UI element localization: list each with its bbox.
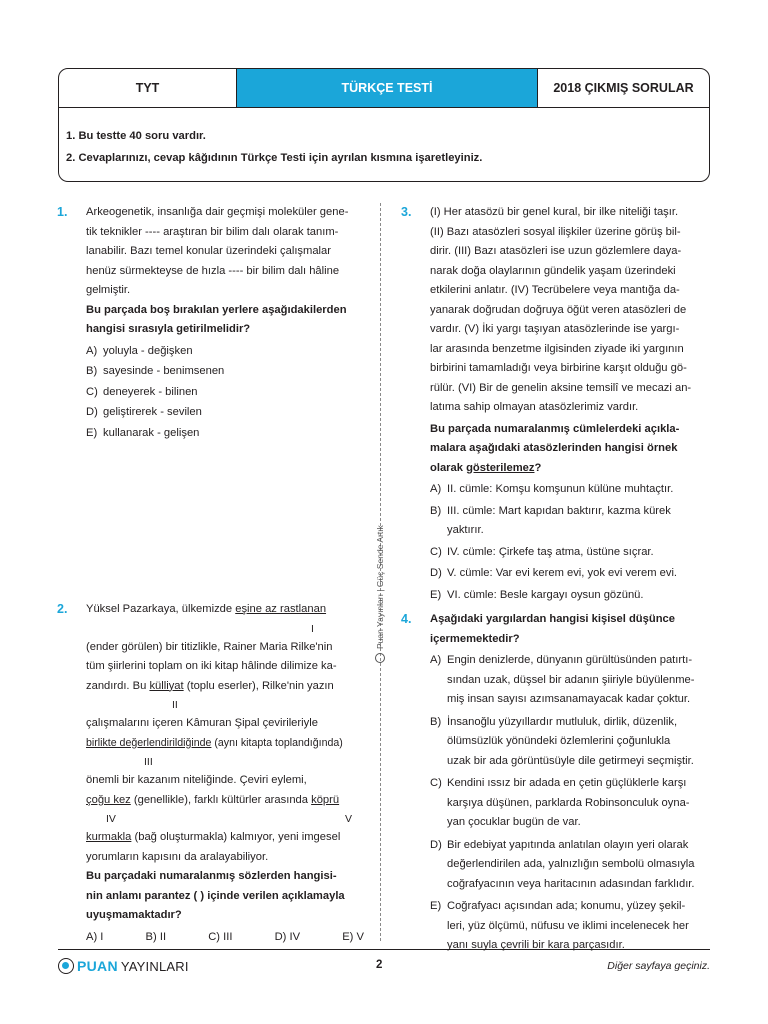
passage-text: (genellikle), farklı kültürler arasında — [130, 793, 312, 806]
underlined-phrase-5b: kurmakla — [86, 831, 132, 843]
option-text: değerlendirilen ada, yalnızlığın sembolü olmasıyla — [447, 858, 695, 870]
option-letter: A) — [430, 654, 442, 666]
option-c[interactable] — [430, 543, 712, 563]
passage-line: (ender görülen) bir titizlikle, Rainer Maria Rilke'nin — [86, 640, 333, 653]
passage-line: henüz sürmekteyse de hızla ---- bir bilim dalı hâline — [86, 264, 340, 277]
stem-text: ? — [534, 461, 542, 474]
option-text: kullanarak - gelişen — [103, 426, 200, 439]
passage-line: (I) Her atasözü bir genel kural, bir ilke niteliği taşır. — [430, 206, 679, 218]
option-b[interactable]: B) II — [145, 930, 167, 943]
roman-numeral-2: II — [172, 699, 178, 711]
option-letter: D) — [430, 838, 442, 851]
test-header — [58, 68, 710, 108]
publisher-mini-logo-icon — [375, 653, 385, 663]
option-text: VI. cümle: Besle kargayı oysun gözünü. — [447, 588, 644, 601]
option-d[interactable] — [430, 564, 712, 584]
underlined-phrase-4: çoğu kez — [86, 793, 131, 806]
passage-line: Arkeogenetik, insanlığa dair geçmişi moleküler gene- — [86, 206, 349, 218]
option-c[interactable] — [430, 774, 712, 833]
instruction-2: 2. Cevaplarınızı, cevap kâğıdının Türkçe Testi için ayrılan kısmına işaretleyiniz. — [66, 152, 483, 164]
question-stem: malara aşağıdaki atasözlerinden hangisi örnek — [430, 442, 678, 454]
passage-line: tik teknikler ---- araştıran bir bilim dalı olarak tanım- — [86, 225, 339, 238]
option-letter: D) — [86, 406, 98, 418]
roman-numeral-1: I — [311, 622, 314, 635]
passage-line: lanabilir. Bazı temel konular üzerindeki çalışmalar — [86, 245, 331, 257]
option-text: sayesinde - benimsenen — [103, 365, 225, 377]
option-letter: A) — [430, 483, 442, 495]
passage-line: latıma sahip olmayan atasözlerimiz vardır. — [430, 401, 639, 413]
option-text: yan çocuklar bugün de var. — [447, 816, 581, 828]
question-stem: Bu parçadaki numaralanmış sözlerden hangisi- — [86, 870, 337, 882]
passage-line: vardır. (V) İki yargı taşıyan atasözlerinde ise yargı- — [430, 323, 680, 335]
question-2 — [57, 600, 368, 947]
question-stem: hangisi sırasıyla getirilmelidir? — [86, 323, 251, 335]
option-a[interactable] — [430, 651, 712, 710]
footer-rule — [58, 949, 710, 950]
option-text: IV. cümle: Çirkefe taş atma, üstüne sıçrar. — [447, 545, 654, 558]
roman-numeral-4: IV — [106, 813, 116, 825]
page-number: 2 — [376, 959, 383, 971]
option-e[interactable] — [430, 897, 712, 956]
publisher-side-text — [374, 493, 386, 663]
roman-marker-row — [86, 810, 368, 828]
passage-text: zandırdı. Bu — [86, 679, 150, 692]
option-letter: E) — [86, 426, 98, 439]
exam-type-label: TYT — [59, 69, 237, 107]
option-a[interactable] — [430, 480, 712, 500]
option-letter: C) — [86, 385, 98, 398]
negative-keyword: gösterilemez — [466, 461, 535, 474]
question-stem: uyuşmamaktadır? — [86, 909, 182, 921]
underlined-phrase-2: külliyat — [149, 679, 184, 692]
roman-numeral-5: V — [345, 813, 353, 825]
question-number: 4. — [401, 612, 412, 626]
option-c[interactable]: C) III — [208, 930, 233, 943]
option-c[interactable] — [86, 383, 366, 404]
option-letter: C) — [430, 545, 442, 558]
option-letter: E) — [430, 900, 442, 912]
option-text: uzak bir ada görüntüsüyle dile getirmeyi seçmiştir. — [447, 754, 694, 767]
roman-numeral-3: III — [144, 756, 153, 768]
option-text: Coğrafyacı açısından ada; konumu, yüzey şekil- — [447, 900, 686, 912]
brand-rest: YAYINLARI — [120, 958, 189, 974]
option-text: II. cümle: Komşu komşunun külüne muhtaçtır. — [447, 483, 674, 495]
options-row — [86, 928, 364, 948]
option-text: yanı suyla çevrili bir kara parçasıdır. — [447, 939, 625, 951]
passage-line: dirir. (III) Bazı atasözleri ise uzun gözlemlere daya- — [430, 245, 682, 257]
passage-line: (II) Bazı atasözleri sosyal ilişkiler üzerine görüş bil- — [430, 225, 681, 238]
option-text: ölümsüzlük yönündeki özlemlerini çoğunlukla — [447, 735, 671, 747]
option-text: V. cümle: Var evi kerem evi, yok evi verem evi. — [447, 567, 678, 579]
brand-bold: PUAN — [77, 958, 118, 974]
option-letter: B) — [86, 365, 98, 377]
option-text: sından uzak, düşsel bir adanın şiiriyle büyülenme- — [447, 673, 695, 686]
passage-line — [86, 600, 368, 620]
question-4 — [401, 610, 712, 956]
passage-line: önemli bir kazanım niteliğinde. Çeviri eylemi, — [86, 774, 307, 786]
option-text: deneyerek - bilinen — [103, 385, 198, 398]
passage-line: tüm şiirlerini toplam on iki kitap hâlinde dilimize ka- — [86, 660, 337, 672]
passage-line: çalışmalarını içeren Kâmuran Şipal çevirileriyle — [86, 717, 318, 729]
option-text: coğrafyacının veya haritacının adasından farklıdır. — [447, 877, 695, 890]
side-text-label: Puan Yayınları | Güç Sende Artık — [375, 525, 385, 649]
passage-line — [86, 828, 368, 848]
question-1 — [57, 203, 366, 444]
option-e[interactable] — [86, 424, 366, 445]
option-b[interactable] — [86, 362, 366, 383]
option-text: karşıya düşünen, parklarda Robinsonculuk oyna- — [447, 796, 690, 809]
option-b[interactable] — [430, 502, 712, 541]
next-page-note: Diğer sayfaya geçiniz. — [607, 960, 710, 972]
option-letter: D) — [430, 567, 442, 579]
question-stem: Aşağıdaki yargılardan hangisi kişisel düşünce — [430, 613, 675, 625]
passage-text: (toplu eserler), Rilke'nin yazın — [183, 679, 334, 692]
option-d[interactable] — [430, 836, 712, 895]
question-3 — [401, 203, 712, 605]
stem-text: olarak — [430, 461, 467, 474]
option-d[interactable]: D) IV — [274, 930, 301, 943]
question-stem: Bu parçada numaralanmış cümlelerdeki açıkla- — [430, 422, 680, 435]
passage-line — [86, 791, 368, 811]
option-text: İnsanoğlu yüzyıllardır mutluluk, dirlik, düzenlik, — [447, 715, 678, 728]
option-text: leri, yüz ölçümü, nüfusu ve iklimi incelenecek her — [447, 919, 689, 932]
roman-marker-row — [86, 620, 368, 638]
passage-line: yorumların kapısını da aralayabiliyor. — [86, 850, 269, 863]
option-letter: A) — [86, 344, 98, 357]
question-number: 3. — [401, 205, 412, 219]
option-text: yaktırır. — [447, 524, 484, 536]
question-stem: içermemektedir? — [430, 632, 520, 645]
option-letter: C) — [430, 777, 442, 789]
option-text: miş insan sayısı azımsanamayacak kadar çoktur. — [447, 693, 691, 705]
test-title: TÜRKÇE TESTİ — [237, 69, 537, 107]
question-number: 1. — [57, 205, 68, 219]
option-text: Kendini ıssız bir adada en çetin güçlüklerle karşı — [447, 777, 687, 789]
option-text: III. cümle: Mart kapıdan baktırır, kazma kürek — [447, 504, 671, 517]
passage-text: Yüksel Pazarkaya, ülkemizde — [86, 603, 236, 615]
passage-line: yanarak doğrudan doğruya öğüt veren atasözleri de — [430, 303, 687, 316]
option-letter: B) — [430, 504, 442, 517]
option-d[interactable] — [86, 403, 366, 424]
underlined-phrase-5: köprü — [311, 793, 340, 806]
publisher-logo-icon — [58, 958, 74, 974]
passage-text: (aynı kitapta toplandığında) — [211, 736, 343, 749]
option-text: geliştirerek - sevilen — [103, 406, 202, 418]
passage-line: etkilerini anlatır. (IV) Tecrübelere veya mantığa da- — [430, 284, 680, 296]
passage-line — [86, 734, 368, 754]
instruction-1: 1. Bu testte 40 soru vardır. — [66, 130, 206, 142]
option-b[interactable] — [430, 713, 712, 772]
option-a[interactable]: A) I — [86, 930, 104, 943]
passage-line: narak doğa olaylarının gündelik yaşam üzerindeki — [430, 264, 676, 277]
option-letter: B) — [430, 715, 442, 728]
underlined-phrase-1: eşine az rastlanan — [235, 603, 327, 615]
option-text: Engin denizlerde, dünyanın gürültüsünden patırtı- — [447, 654, 693, 666]
passage-text: (bağ oluşturmakla) kalmıyor, yeni imgesel — [131, 831, 341, 843]
roman-marker-row — [86, 753, 368, 771]
question-stem: nin anlamı parantez ( ) içinde verilen açıklamayla — [86, 889, 345, 902]
passage-line — [86, 677, 368, 697]
question-stem: Bu parçada boş bırakılan yerlere aşağıdakilerden — [86, 303, 347, 316]
option-text: Bir edebiyat yapıtında anlatılan olayın yeri olarak — [447, 838, 689, 851]
underlined-phrase-3: birlikte değerlendirildiğinde — [86, 736, 212, 749]
option-e[interactable] — [430, 586, 712, 606]
option-a[interactable] — [86, 342, 366, 363]
roman-marker-row — [86, 696, 368, 714]
past-questions-label: 2018 ÇIKMIŞ SORULAR — [537, 69, 709, 107]
question-number: 2. — [57, 602, 68, 616]
passage-line: lar arasında benzetme ilgisinden ziyade iki yargının — [430, 342, 684, 355]
passage-line: rülür. (VI) Bir de genelin aksine temsilî ve mecazi an- — [430, 381, 692, 394]
instructions-box — [58, 108, 710, 182]
option-e[interactable]: E) V — [342, 930, 364, 943]
passage-line: birbirini tamamladığı veya birbirine karşıt olduğu gö- — [430, 362, 687, 374]
publisher-brand — [58, 957, 189, 975]
question-stem — [430, 459, 712, 479]
option-letter: E) — [430, 588, 442, 601]
option-text: yoluyla - değişken — [103, 344, 193, 357]
passage-line: gelmiştir. — [86, 284, 131, 296]
